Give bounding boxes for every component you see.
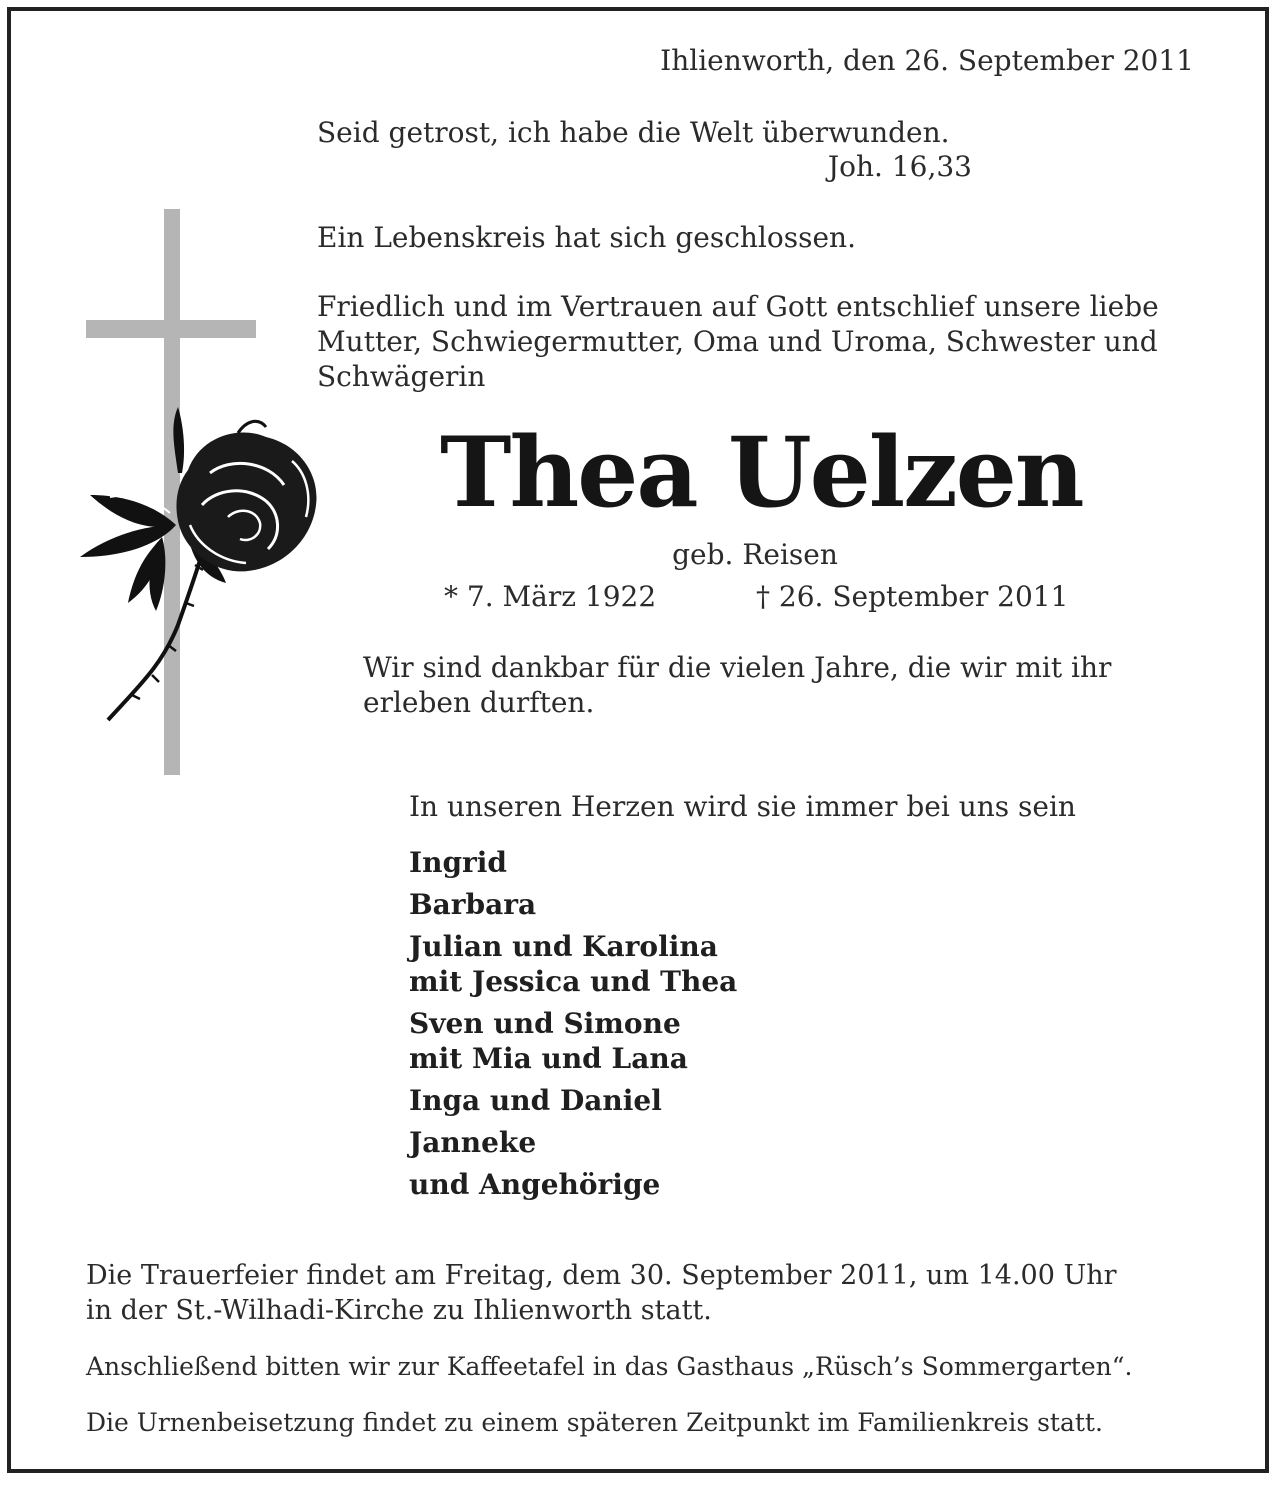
mourner-name: Janneke — [409, 1126, 537, 1159]
birth-date: * 7. März 1922 — [444, 580, 657, 613]
announcement-line: Mutter, Schwiegermutter, Oma und Uroma, Schwester und — [317, 325, 1158, 358]
mourner-name: Barbara — [409, 888, 537, 921]
service-line: in der St.-Wilhadi-Kirche zu Ihlienworth statt. — [86, 1295, 712, 1326]
urn-line: Die Urnenbeisetzung findet zu einem späteren Zeitpunkt im Familienkreis statt. — [86, 1408, 1103, 1437]
maiden-name: geb. Reisen — [672, 538, 838, 571]
verse-reference: Joh. 16,33 — [827, 150, 972, 183]
coffee-line: Anschließend bitten wir zur Kaffeetafel in das Gasthaus „Rüsch’s Sommergarten“. — [86, 1352, 1133, 1381]
mourner-name: mit Jessica und Thea — [409, 965, 738, 998]
deceased-name: Thea Uelzen — [440, 416, 1083, 529]
gratitude-line: erleben durften. — [363, 686, 595, 719]
mourner-name: mit Mia und Lana — [409, 1042, 688, 1075]
announcement-line: Schwägerin — [317, 360, 486, 393]
place-date: Ihlienworth, den 26. September 2011 — [660, 44, 1194, 77]
service-line: Die Trauerfeier findet am Freitag, dem 30. September 2011, um 14.00 Uhr — [86, 1260, 1117, 1291]
gratitude-line: Wir sind dankbar für die vielen Jahre, die wir mit ihr — [363, 651, 1112, 684]
mourner-name: Sven und Simone — [409, 1007, 681, 1040]
cross-icon — [70, 205, 330, 785]
mourner-name: und Angehörige — [409, 1168, 661, 1201]
verse-text: Seid getrost, ich habe die Welt überwunden. — [317, 116, 950, 149]
mourner-name: Inga und Daniel — [409, 1084, 662, 1117]
announcement-line: Friedlich und im Vertrauen auf Gott entschlief unsere liebe — [317, 290, 1159, 323]
intro-line: Ein Lebenskreis hat sich geschlossen. — [317, 221, 856, 254]
mourner-name: Ingrid — [409, 846, 507, 879]
death-date: † 26. September 2011 — [756, 580, 1069, 613]
rose-icon — [80, 407, 317, 720]
hearts-line: In unseren Herzen wird sie immer bei uns sein — [409, 790, 1076, 823]
mourner-name: Julian und Karolina — [409, 930, 718, 963]
